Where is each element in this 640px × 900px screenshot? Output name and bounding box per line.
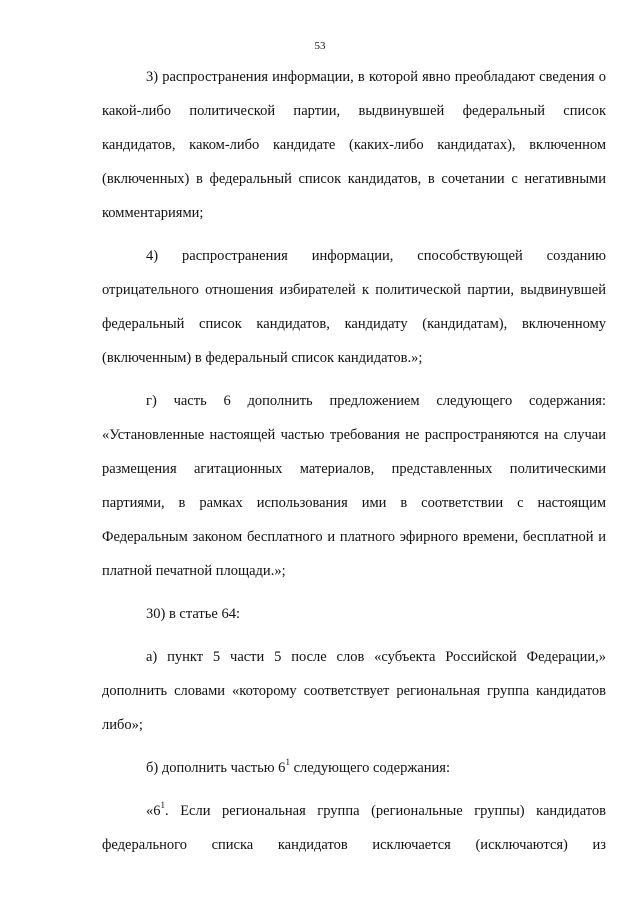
paragraph-text-before: «6 <box>146 803 161 819</box>
document-body <box>102 60 606 862</box>
paragraph-subitem-g: г) часть 6 дополнить предложением следующего содержания: «Установленные настоящей частью требования не распространяются на случаи размещения агитационных материалов, представленных политическими партиями, в рамках использования ими в соответствии с настоящим Федеральным законом бесплатного и платного эфирного времени, бесплатной и платной печатной площади.»; <box>102 393 606 579</box>
paragraph-text-after: следующего содержания: <box>289 760 451 776</box>
superscript: 1 <box>285 757 290 768</box>
page-number: 53 <box>314 40 326 52</box>
paragraph-text-before: б) дополнить частью 6 <box>146 760 286 776</box>
paragraph-part-6-1 <box>102 794 606 862</box>
paragraph-text-after: . Если региональная группа (региональные группы) кандидатов федерального списка кандидатов исключается (исключаются) из <box>102 803 606 853</box>
paragraph-item-4: 4) распространения информации, способствующей созданию отрицательного отношения избирателей к политической партии, выдвинувшей федеральный список кандидатов, кандидату (кандидатам), включенному (включенным) в федеральный список кандидатов.»; <box>102 248 606 366</box>
superscript: 1 <box>160 800 165 811</box>
paragraph-subitem-a: а) пункт 5 части 5 после слов «субъекта Российской Федерации,» дополнить словами «которому соответствует региональная группа кандидатов либо»; <box>102 649 606 733</box>
paragraph-item-3: 3) распространения информации, в которой явно преобладают сведения о какой-либо политической партии, выдвинувшей федеральный список кандидатов, каком-либо кандидате (каких-либо кандидатах), включенном (включенных) в федеральный список кандидатов, в сочетании с негативными комментариями; <box>102 69 606 221</box>
paragraph-subitem-b <box>102 751 606 785</box>
paragraph-item-30: 30) в статье 64: <box>146 606 240 622</box>
